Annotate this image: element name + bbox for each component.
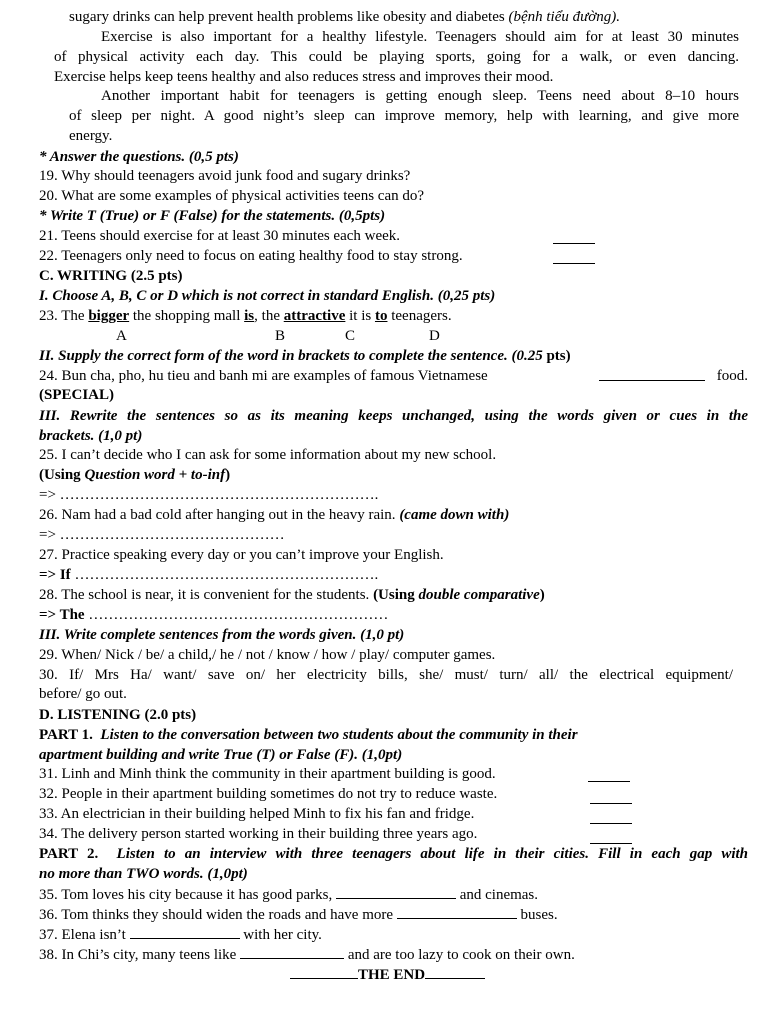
section-header-sentence-build: III. Write complete sentences from the words given. (1,0 pt) (39, 627, 405, 643)
question-23: 23. The bigger the shopping mall is, the attractive it is to teenagers. (39, 308, 452, 324)
reading-line: sugary drinks can help prevent health problems like obesity and diabetes (bệnh tiểu đường). (69, 9, 621, 25)
option-c-word: attractive (283, 308, 346, 324)
answer-blank[interactable] (553, 250, 595, 264)
question-30: 30. If/ Mrs Ha/ want/ save on/ her electricity bills, she/ must/ turn/ all/ the electrical equipment/ (39, 667, 733, 683)
question-27: 27. Practice speaking every day or you can’t improve your English. (39, 547, 444, 563)
section-header-error-id: I. Choose A, B, C or D which is not correct in standard English. (0,25 pts) (39, 288, 496, 304)
option-b-word: is (244, 308, 255, 324)
part1-instruction-cont: apartment building and write True (T) or False (F). (1,0pt) (39, 747, 403, 763)
question-24: 24. Bun cha, pho, hu tieu and banh mi are examples of famous Vietnamese food. (39, 368, 748, 384)
answer-blank[interactable] (336, 885, 456, 899)
answer-blank[interactable] (553, 230, 595, 244)
answer-blank[interactable] (599, 367, 705, 381)
reading-line: Exercise helps keep teens healthy and also reduces stress and improves their mood. (54, 69, 554, 85)
divider-line (290, 965, 358, 979)
reading-note: (bệnh tiểu đường). (508, 9, 621, 25)
question-36: 36. Tom thinks they should widen the roads and have more buses. (39, 907, 558, 923)
question-37: 37. Elena isn’t with her city. (39, 927, 322, 943)
question-34: 34. The delivery person started working in their building three years ago. (39, 826, 478, 842)
answer-blank[interactable] (240, 945, 344, 959)
question-30-cont: before/ go out. (39, 686, 127, 702)
question-32: 32. People in their apartment building sometimes do not try to reduce waste. (39, 786, 498, 802)
section-header-rewrite-cont: brackets. (1,0 pt) (39, 428, 143, 444)
section-header-word-form: II. Supply the correct form of the word in brackets to complete the sentence. (0.25 pts) (39, 348, 571, 364)
part2-instruction-cont: no more than TWO words. (1,0pt) (39, 866, 248, 882)
answer-blank[interactable] (588, 768, 630, 782)
answer-line[interactable]: => ………………………………………………………. (39, 487, 379, 503)
question-33: 33. An electrician in their building helped Minh to fix his fan and fridge. (39, 806, 475, 822)
question-21: 21. Teens should exercise for at least 30 minutes each week. (39, 228, 401, 244)
answer-blank[interactable] (130, 925, 240, 939)
reading-line: Exercise is also important for a healthy lifestyle. Teenagers should aim for at least 30 minutes (101, 29, 739, 45)
section-header-answer: * Answer the questions. (0,5 pts) (39, 149, 239, 165)
section-header-rewrite: III. Rewrite the sentences so as its meaning keeps unchanged, using the words given or cues in the (39, 408, 748, 424)
reading-line: of physical activity each day. This could be playing sports, going for a walk, or even dancing. (54, 49, 739, 65)
part2-instruction: PART 2. Listen to an interview with three teenagers about life in their cities. Fill in each gap with (39, 846, 748, 862)
answer-line[interactable]: => ……………………………………… (39, 527, 285, 543)
section-header-tf: * Write T (True) or F (False) for the statements. (0,5pts) (39, 208, 386, 224)
question-20: 20. What are some examples of physical activities teens can do? (39, 188, 425, 204)
divider-line (425, 965, 485, 979)
option-b-label: B (275, 328, 286, 344)
option-c-label: C (345, 328, 356, 344)
answer-blank[interactable] (397, 905, 517, 919)
option-d-word: to (374, 308, 388, 324)
section-title-listening: D. LISTENING (2.0 pts) (39, 707, 197, 723)
question-25: 25. I can’t decide who I can ask for some information about my new school. (39, 447, 497, 463)
question-25-cue: (Using Question word + to-inf) (39, 467, 231, 483)
answer-line[interactable]: => If ……………………………………………………. (39, 567, 379, 583)
question-28: 28. The school is near, it is convenient for the students. (Using double comparative) (39, 587, 545, 603)
option-a-label: A (116, 328, 127, 344)
question-35: 35. Tom loves his city because it has good parks, and cinemas. (39, 887, 539, 903)
question-31: 31. Linh and Minh think the community in their apartment building is good. (39, 766, 496, 782)
question-19: 19. Why should teenagers avoid junk food and sugary drinks? (39, 168, 411, 184)
question-38: 38. In Chi’s city, many teens like and are too lazy to cook on their own. (39, 947, 575, 963)
reading-line: energy. (69, 128, 113, 144)
reading-line: of sleep per night. A good night’s sleep can improve memory, help with learning, and give more (69, 108, 739, 124)
reading-line: Another important habit for teenagers is getting enough sleep. Teens need about 8–10 hours (101, 88, 739, 104)
option-a-word: bigger (88, 308, 130, 324)
question-29: 29. When/ Nick / be/ a child,/ he / not / know / how / play/ computer games. (39, 647, 496, 663)
answer-blank[interactable] (590, 790, 632, 804)
option-d-label: D (429, 328, 440, 344)
question-26: 26. Nam had a bad cold after hanging out in the heavy rain. (came down with) (39, 507, 510, 523)
end-marker: THE END (290, 965, 485, 985)
answer-blank[interactable] (590, 830, 632, 844)
answer-line[interactable]: => The …………………………………………………… (39, 607, 389, 623)
section-title-writing: C. WRITING (2.5 pts) (39, 268, 183, 284)
word-cue: (SPECIAL) (39, 387, 115, 403)
question-22: 22. Teenagers only need to focus on eating healthy food to stay strong. (39, 248, 463, 264)
part1-instruction: PART 1. Listen to the conversation between two students about the community in their (39, 727, 578, 743)
answer-blank[interactable] (590, 810, 632, 824)
